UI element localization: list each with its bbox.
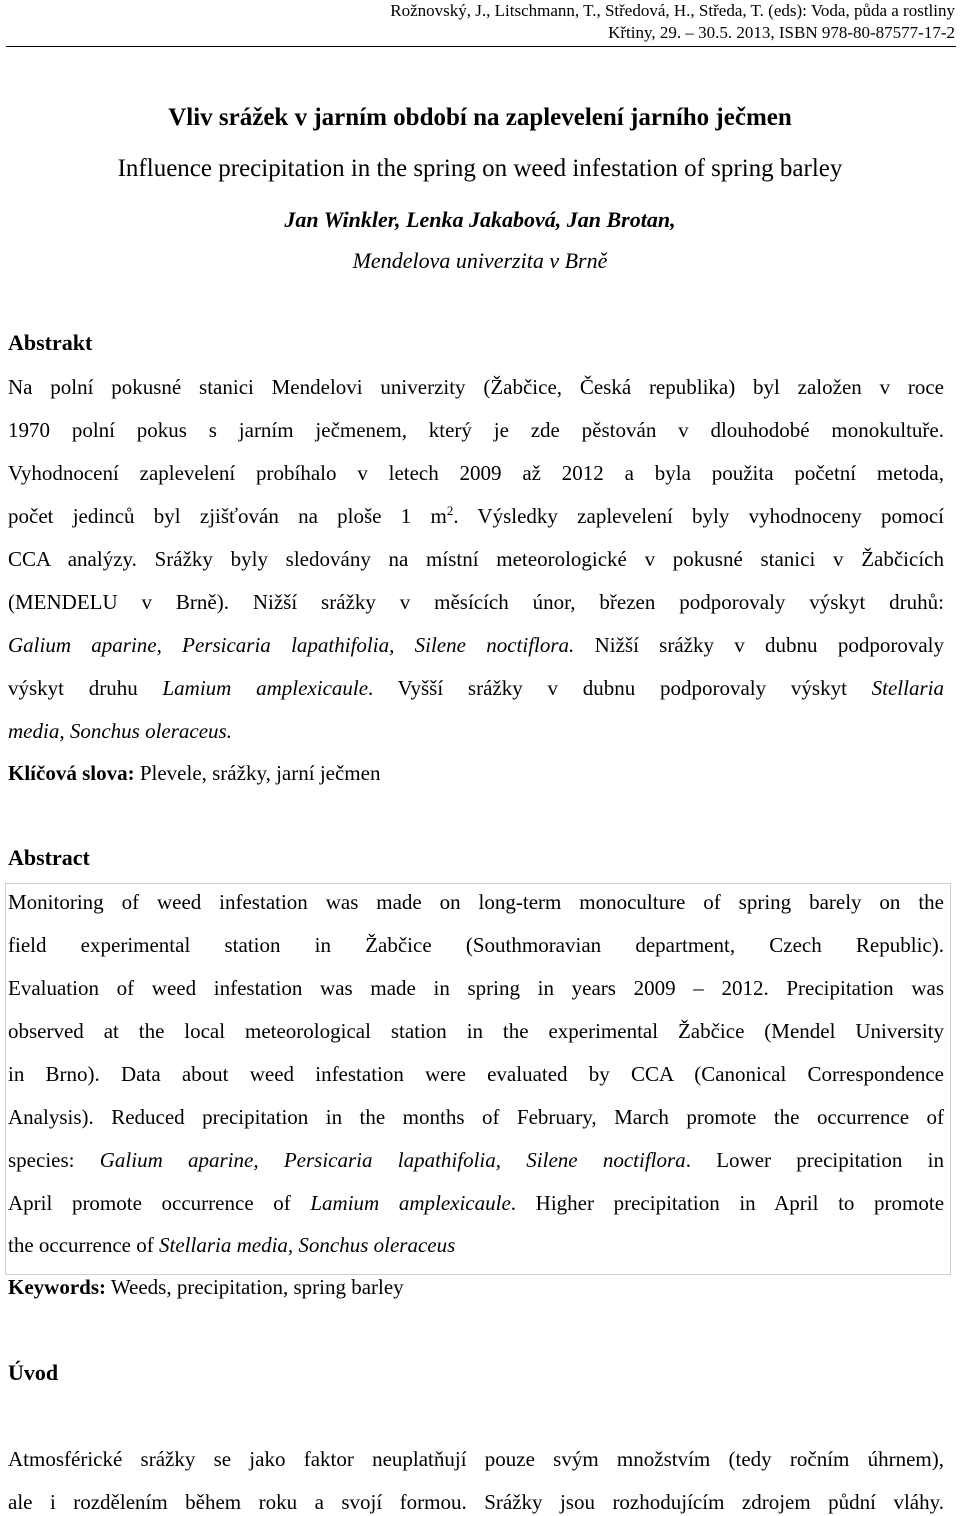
abstrakt-line <box>8 717 944 745</box>
abstrakt-line: Na polní pokusné stanici Mendelovi univerzity (Žabčice, Česká republika) byl založen v roce <box>8 375 944 399</box>
keywords-label: Klíčová slova: <box>8 761 135 785</box>
species-names: Lamium amplexicaule <box>162 676 369 700</box>
abstrakt-line <box>8 631 944 659</box>
keywords-text: Plevele, srážky, jarní ječmen <box>134 761 381 785</box>
abstrakt-line <box>8 674 944 702</box>
abstract-line: Monitoring of weed infestation was made on long-term monoculture of spring barely on the <box>8 890 944 914</box>
abstract-text: species: <box>8 1148 100 1172</box>
abstrakt-line: Vyhodnocení zaplevelení probíhalo v letech 2009 až 2012 a byla použita početní metoda, <box>8 461 944 485</box>
abstrakt-line: CCA analýzy. Srážky byly sledovány na místní meteorologické v pokusné stanici v Žabčicích <box>8 547 944 571</box>
uvod-heading: Úvod <box>8 1360 59 1385</box>
abstrakt-text: výskyt druhu <box>8 676 163 700</box>
species-names: Galium aparine, Persicaria lapathifolia, Silene noctiflora. <box>8 633 575 657</box>
abstract-text: April promote occurrence of <box>8 1191 311 1215</box>
keywords-cz <box>8 761 380 786</box>
abstract-line: observed at the local meteorological station in the experimental Žabčice (Mendel University <box>8 1019 944 1043</box>
species-names: Stellaria media, Sonchus oleraceus <box>159 1233 456 1257</box>
running-header-line-1: Rožnovský, J., Litschmann, T., Středová, H., Středa, T. (eds): Voda, půda a rostliny <box>390 1 955 20</box>
abstract-line <box>8 1231 944 1259</box>
abstrakt-text: počet jedinců byl zjišťován na ploše 1 m <box>8 504 447 528</box>
abstract-line: field experimental station in Žabčice (Southmoravian department, Czech Republic). <box>8 933 944 957</box>
species-names: Lamium amplexicaule <box>310 1191 511 1215</box>
abstrakt-line: (MENDELU v Brně). Nižší srážky v měsících únor, březen podporovaly výskyt druhů: <box>8 590 944 614</box>
uvod-line: Atmosférické srážky se jako faktor neuplatňují pouze svým množstvím (tedy ročním úhrnem), <box>8 1447 944 1471</box>
abstrakt-text: . Vyšší srážky v dubnu podporovaly výskyt <box>368 676 872 700</box>
abstract-line <box>8 1146 944 1174</box>
keywords-text: Weeds, precipitation, spring barley <box>106 1275 404 1299</box>
species-names: media, Sonchus oleraceus. <box>8 719 232 743</box>
abstract-text: . Higher precipitation in April to promote <box>510 1191 945 1215</box>
header-rule <box>6 46 956 47</box>
abstract-line: in Brno). Data about weed infestation were evaluated by CCA (Canonical Correspondence <box>8 1062 944 1086</box>
abstract-text: . Lower precipitation in <box>685 1148 944 1172</box>
abstract-line: Evaluation of weed infestation was made in spring in years 2009 – 2012. Precipitation was <box>8 976 944 1000</box>
running-header-line-2: Křtiny, 29. – 30.5. 2013, ISBN 978-80-87577-17-2 <box>608 23 955 42</box>
title-czech: Vliv srážek v jarním období na zaplevelení jarního ječmen <box>168 104 792 131</box>
running-header <box>0 0 955 44</box>
title-english: Influence precipitation in the spring on weed infestation of spring barley <box>117 155 843 182</box>
abstrakt-text: . Výsledky zaplevelení byly vyhodnoceny pomocí <box>453 504 944 528</box>
abstract-text: the occurrence of <box>8 1233 159 1257</box>
abstract-heading: Abstract <box>8 845 90 870</box>
abstrakt-heading: Abstrakt <box>8 330 93 355</box>
uvod-line: ale i rozdělením během roku a svojí formou. Srážky jsou rozhodujícím zdrojem půdní vláhy. <box>8 1490 944 1514</box>
abstrakt-text: Nižší srážky v dubnu podporovaly <box>574 633 944 657</box>
affiliation: Mendelova univerzita v Brně <box>352 248 608 273</box>
abstrakt-line: 1970 polní pokus s jarním ječmenem, který je zde pěstován v dlouhodobé monokultuře. <box>8 418 944 442</box>
superscript: 2 <box>446 503 454 518</box>
authors: Jan Winkler, Lenka Jakabová, Jan Brotan, <box>284 207 676 232</box>
abstract-line: Analysis). Reduced precipitation in the months of February, March promote the occurrence of <box>8 1105 944 1129</box>
abstract-line <box>8 1189 944 1217</box>
keywords-en <box>8 1275 404 1300</box>
species-names: Galium aparine, Persicaria lapathifolia, Silene noctiflora <box>99 1148 686 1172</box>
keywords-label: Keywords: <box>8 1275 106 1299</box>
abstrakt-line <box>8 502 944 530</box>
species-names: Stellaria <box>871 676 944 700</box>
